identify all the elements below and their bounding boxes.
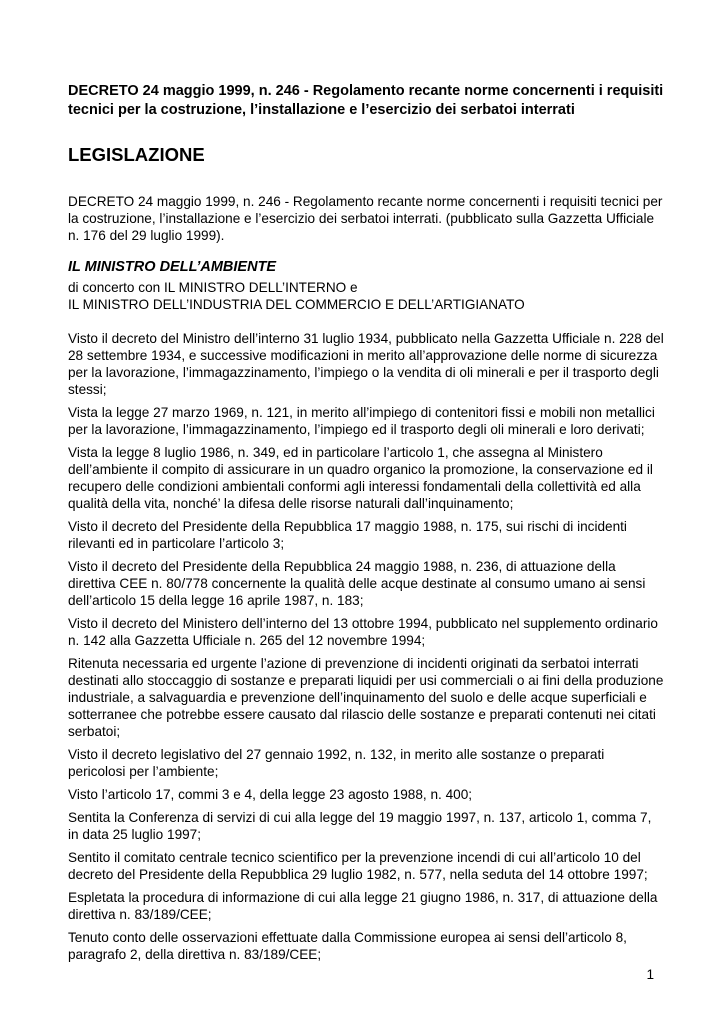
preamble-clause: Visto il decreto del Presidente della Repubblica 17 maggio 1988, n. 175, sui rischi di incidenti rilevanti ed in particolare l’articolo 3; <box>68 519 627 551</box>
preamble-clause: Visto il decreto del Presidente della Repubblica 24 maggio 1988, n. 236, di attuazione della direttiva CEE n. 80/778 concernente la qualità delle acque destinate al consumo umano ai sensi dell’articolo 15 della legge 16 aprile 1987, n. 183; <box>68 559 646 608</box>
preamble-clause: Sentito il comitato centrale tecnico scientifico per la prevenzione incendi di cui all’articolo 10 del decreto del Presidente della Repubblica 29 luglio 1982, n. 577, nella seduta del 14 ottobre 1997; <box>68 850 648 882</box>
page-number: 1 <box>646 967 654 982</box>
intro-paragraph: DECRETO 24 maggio 1999, n. 246 - Regolamento recante norme concernenti i requisiti tecnici per la costruzione, l’installazione e l’esercizio dei serbatoi interrati. (pubblicato sulla Gazzetta Ufficiale n. 176 del 29 luglio 1999). <box>68 194 663 243</box>
preamble-clause: Visto l’articolo 17, commi 3 e 4, della legge 23 agosto 1988, n. 400; <box>68 787 473 802</box>
preamble-clause: Ritenuta necessaria ed urgente l’azione di prevenzione di incidenti originati da serbatoi interrati destinati allo stoccaggio di sostanze e preparati liquidi per usi commerciali o ai fini della produzione industriale, a salvaguardia e prevenzione dell’inquinamento del suolo e delle acque superficiali e sotterranee che potrebbe essere causato dal rilascio delle sostanze e preparati contenuti nei citati serbatoi; <box>68 656 664 739</box>
preamble-clause: Tenuto conto delle osservazioni effettuate dalla Commissione europea ai sensi dell’articolo 8, paragrafo 2, della direttiva n. 83/189/CEE; <box>68 930 627 962</box>
minister-heading: IL MINISTRO DELL’AMBIENTE <box>68 259 277 275</box>
preamble-clause: Espletata la procedura di informazione di cui alla legge 21 giugno 1986, n. 317, di attuazione della direttiva n. 83/189/CEE; <box>68 890 658 922</box>
preamble-clause: Visto il decreto legislativo del 27 gennaio 1992, n. 132, in merito alle sostanze o preparati pericolosi per l’ambiente; <box>68 747 605 779</box>
preamble-clause: Sentita la Conferenza di servizi di cui alla legge del 19 maggio 1997, n. 137, articolo 1, comma 7, in data 25 luglio 1997; <box>68 810 652 842</box>
concert-line: di concerto con IL MINISTRO DELL’INTERNO e <box>68 280 358 295</box>
preamble-clause: Visto il decreto del Ministro dell’interno 31 luglio 1934, pubblicato nella Gazzetta Ufficiale n. 228 del 28 settembre 1934, e successive modificazioni in merito all’approvazione delle norme di sicurezza per la lavorazione, l’immagazzinamento, l’impiego o la vendita di oli minerali e per il trasporto degli stessi; <box>68 331 664 397</box>
document-title: DECRETO 24 maggio 1999, n. 246 - Regolamento recante norme concernenti i requisiti tecnici per la costruzione, l’installazione e l’esercizio dei serbatoi interrati <box>68 83 664 118</box>
concert-block <box>68 279 664 313</box>
preamble-clause: Vista la legge 27 marzo 1969, n. 121, in merito all’impiego di contenitori fissi e mobili non metallici per la lavorazione, l’immagazzinamento, l’impiego ed il trasporto degli oli minerali e loro derivati; <box>68 405 655 437</box>
preamble-clauses <box>68 330 664 963</box>
section-heading: LEGISLAZIONE <box>68 144 205 165</box>
concert-line: IL MINISTRO DELL’INDUSTRIA DEL COMMERCIO E DELL’ARTIGIANATO <box>68 297 525 312</box>
preamble-clause: Vista la legge 8 luglio 1986, n. 349, ed in particolare l’articolo 1, che assegna al Ministero dell’ambiente il compito di assicurare in un quadro organico la promozione, la conservazione ed il recupero delle condizioni ambientali conformi agli interessi fondamentali della collettività ed alla qualità della vita, nonché’ la difesa delle risorse naturali dall’inquinamento; <box>68 445 653 511</box>
preamble-clause: Visto il decreto del Ministero dell’interno del 13 ottobre 1994, pubblicato nel supplemento ordinario n. 142 alla Gazzetta Ufficiale n. 265 del 12 novembre 1994; <box>68 616 658 648</box>
